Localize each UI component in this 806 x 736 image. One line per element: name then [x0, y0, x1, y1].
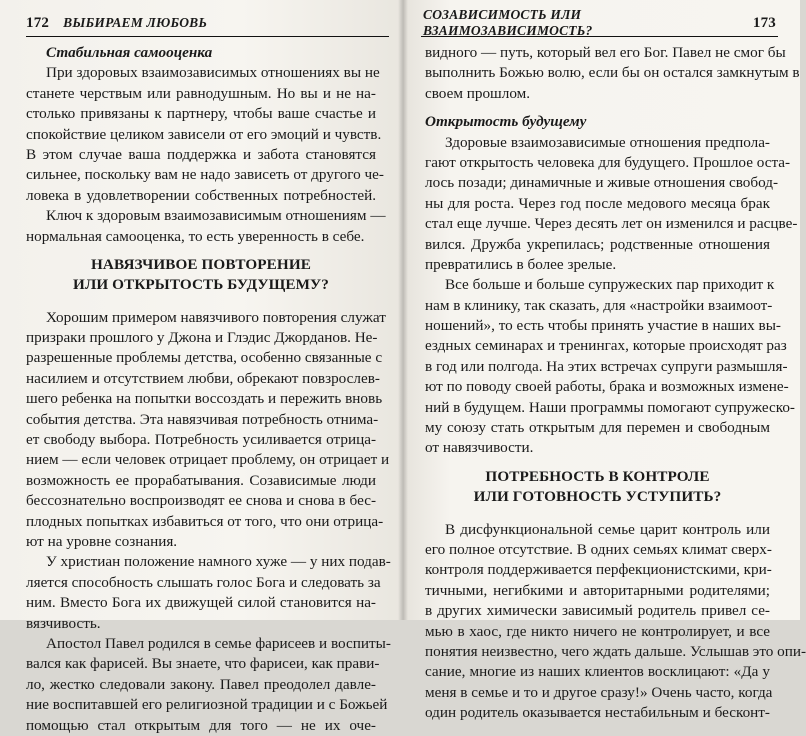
left-page [0, 0, 403, 734]
text-line: вязчивость. [26, 614, 101, 632]
text-line: сильнее, поскольку вам не надо зависеть от другого че- [26, 166, 384, 184]
right-page-header [423, 7, 776, 38]
text-line: Хорошим примером навязчивого повторения служат [46, 308, 386, 326]
text-line: Здоровые взаимозависимые отношения предпола- [445, 133, 770, 151]
text-line: в других химически зависимый родитель привел се- [425, 602, 770, 620]
text-line: разрешенные проблемы детства, особенно связанные с [26, 349, 383, 367]
right-running-title: СОЗАВИСИМОСТЬ ИЛИ ВЗАИМОЗАВИСИМОСТЬ? [423, 7, 593, 38]
spacer [425, 104, 770, 112]
spacer [26, 247, 376, 255]
left-header-rule [26, 36, 389, 37]
text-line: Все больше и больше супружеских пар приходит к [445, 276, 775, 294]
left-paragraph-4 [26, 634, 391, 736]
text-line: возможность ее прорабатывания. Созависимые люди [26, 471, 376, 489]
text-line: Апостол Павел родился в семье фарисеев и воспиты- [46, 634, 391, 652]
text-line: события детства. Эта навязчивая потребность отнима- [26, 410, 379, 428]
text-line: сание, многие из наших клиентов восклицают: «Да у [425, 663, 770, 681]
text-line: станете черствым или равнодушным. Но вы и не на- [26, 84, 376, 102]
text-line: плодных попытках избавиться от того, что они отрица- [26, 512, 384, 530]
left-running-title: ВЫБИРАЕМ ЛЮБОВЬ [63, 15, 208, 30]
text-line: стал еще лучше. Через десять лет он изменился и расцве- [425, 215, 798, 233]
text-line: му союзу стать открытым для перемен и свободным [425, 419, 770, 437]
text-line: один родитель оказывается нестабильным и бесконт- [425, 704, 770, 722]
text-line: тичными, негибкими и авторитарными родителями; [425, 581, 770, 599]
text-line: ет свободу выбора. Потребность усиливается отрица- [26, 431, 376, 449]
right-section-heading [425, 467, 770, 508]
book-gutter [398, 0, 408, 620]
text-line: его полное отсутствие. В одних семьях климат сверх- [425, 540, 772, 558]
right-subheading: Открытость будущему [425, 113, 587, 131]
text-line: ют на уровне сознания. [26, 532, 178, 550]
text-line: При здоровых взаимозависимых отношениях вы не [46, 64, 380, 82]
text-line: гают открытость человека для будущего. Прошлое оста- [425, 153, 791, 171]
heading-line: ПОТРЕБНОСТЬ В КОНТРОЛЕ [485, 467, 710, 485]
text-line: нам в клинику, так сказать, для «настройки взаимоот- [425, 296, 773, 314]
left-subheading: Стабильная самооценка [46, 44, 213, 61]
text-line: помощью стал открытым для того — не их оче- [26, 716, 376, 734]
right-page-number: 173 [752, 14, 776, 31]
text-line: лось позади; динамичные и живые отношения свобод- [425, 174, 779, 192]
text-line: видного — путь, который вел его Бог. Павел не смог бы [425, 44, 786, 61]
text-line: меня в семье и то и другое сразу!» Очень часто, когда [425, 683, 773, 701]
left-section-heading [26, 255, 376, 296]
text-line: нием — если человек отрицает проблему, он отрицает и [26, 451, 390, 469]
right-page [403, 0, 806, 722]
text-line: превратились в более зрелые. [425, 255, 617, 273]
text-line: бессознательно воспроизводят ее снова и снова в бес- [26, 492, 376, 510]
text-line: ние воспитавшей его религиозной традиции и с Божьей [26, 696, 388, 714]
text-line: насилием и отсутствием любви, обрекают повзрослев- [26, 369, 380, 387]
spacer [425, 508, 770, 520]
text-line: вился. Дружба укрепилась; родственные отношения [425, 235, 770, 253]
text-line: ло, жестко следовали закону. Павел преодолел давле- [26, 675, 376, 693]
text-line: нормальная самооценка, то есть уверенность в себе. [26, 227, 365, 245]
right-paragraph-3 [425, 275, 795, 459]
text-line: мью в хаос, где никто ничего не контролирует, и все [425, 622, 770, 640]
text-line: ним. Вместо Бога их движущей силой становится на- [26, 594, 376, 612]
text-line: ездных семинарах и тренингах, которые происходят раз [425, 337, 787, 355]
left-paragraph-2 [26, 308, 390, 553]
text-line: ношений», то есть чтобы принять участие в наших вы- [425, 317, 781, 335]
text-line: понятия неизвестно, чего ждать дальше. Услышав это опи- [425, 642, 806, 660]
left-page-body [26, 43, 391, 736]
heading-line: ИЛИ ГОТОВНОСТЬ УСТУПИТЬ? [473, 488, 722, 506]
text-line: контроля поддерживается перфекционистскими, кри- [425, 561, 772, 579]
text-line: выполнить Божью волю, если бы он остался замкнутым в [425, 64, 800, 82]
text-line: ний в будущем. Наши программы помогают супружеско- [425, 398, 795, 416]
spacer [425, 459, 770, 467]
text-line: В этом случае ваша поддержка и забота становятся [26, 145, 376, 163]
left-paragraph-3 [26, 552, 391, 634]
spacer [26, 296, 376, 308]
text-line: ют по поводу своей работы, брака и возможных измене- [425, 378, 789, 396]
right-paragraph-1 [425, 43, 800, 104]
text-line: призраки прошлого у Джона и Глэдис Джорданов. Не- [26, 329, 378, 347]
left-paragraph-1 [26, 63, 386, 247]
text-line: столько привязаны к партнеру, чтобы ваше счастье и [26, 105, 376, 123]
right-paragraph-2 [425, 133, 798, 276]
left-page-header [26, 12, 383, 34]
heading-line: НАВЯЗЧИВОЕ ПОВТОРЕНИЕ [91, 255, 311, 273]
text-line: ны для роста. Через год после медового месяца брак [425, 194, 770, 212]
text-line: У христиан положение намного хуже — у них подав- [46, 553, 391, 571]
text-line: своем прошлом. [425, 84, 531, 102]
heading-line: ИЛИ ОТКРЫТОСТЬ БУДУЩЕМУ? [73, 276, 329, 294]
right-header-rule [421, 36, 778, 37]
text-line: ляется способность слышать голос Бога и следовать за [26, 573, 381, 591]
text-line: Ключ к здоровым взаимозависимым отношениям — [46, 207, 386, 225]
left-page-number: 172 [26, 14, 50, 31]
right-page-body [425, 43, 806, 724]
text-line: от навязчивости. [425, 439, 534, 457]
text-line: в год или полгода. На этих встречах супруги размышля- [425, 357, 788, 375]
text-line: ловека в удовлетворении собственных потребностей. [26, 186, 376, 204]
text-line: спокойствие целиком зависели от его эмоций и чувств. [26, 125, 382, 143]
text-line: В дисфункциональной семье царит контроль или [445, 520, 770, 538]
text-line: шего ребенка на попытки воссоздать и пережить вновь [26, 390, 383, 408]
right-paragraph-4 [425, 520, 806, 724]
text-line: вался как фарисей. Вы знаете, что фарисеи, как прави- [26, 655, 380, 673]
